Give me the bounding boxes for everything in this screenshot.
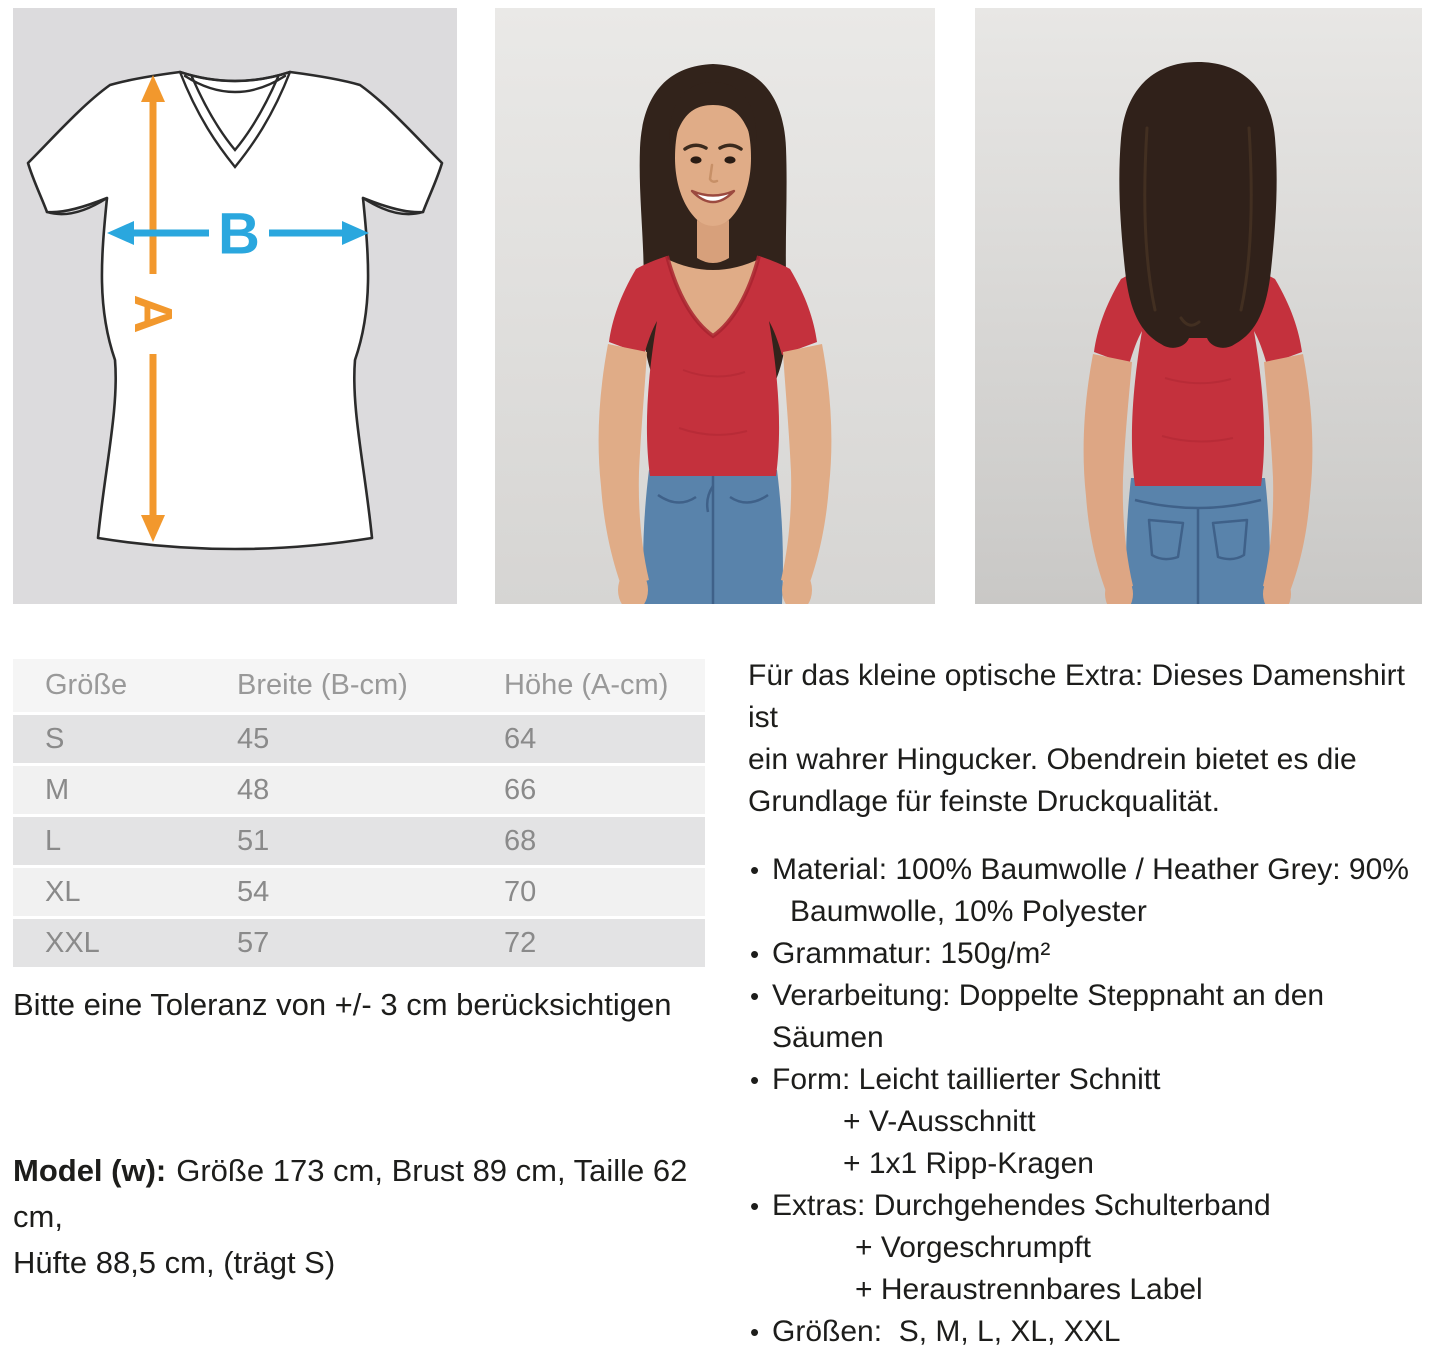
- measure-label-a: A: [123, 294, 183, 334]
- model-info: [13, 1148, 723, 1286]
- cell-size: XL: [45, 876, 81, 908]
- size-row-s: [13, 715, 705, 763]
- col-header-breite: Breite (B-cm): [237, 669, 408, 701]
- model-back-illustration: [975, 8, 1422, 604]
- cell-breite: 45: [237, 723, 270, 755]
- model-back-photo: [975, 8, 1422, 604]
- feature-text: Grammatur: 150g/m²: [772, 937, 1051, 970]
- model-info-line1: [13, 1148, 723, 1240]
- size-row-l: [13, 817, 705, 865]
- model-info-line2: Hüfte 88,5 cm, (trägt S): [13, 1245, 336, 1280]
- bullet-icon: •: [750, 1191, 760, 1221]
- feature-text: Material: 100% Baumwolle / Heather Grey: 90%: [772, 853, 1409, 886]
- feature-subitem: + V-Ausschnitt: [843, 1105, 1036, 1138]
- intro-line: Grundlage für feinste Druckqualität.: [748, 785, 1220, 818]
- cell-size: S: [45, 723, 65, 755]
- intro-line: ein wahrer Hingucker. Obendrein bietet es die: [748, 743, 1357, 776]
- cell-size: XXL: [45, 927, 100, 959]
- bullet-icon: •: [750, 855, 760, 885]
- size-table-header-row: [13, 659, 705, 712]
- tshirt-measurement-diagram: [13, 8, 457, 604]
- cell-hoehe: 66: [504, 774, 537, 806]
- cell-breite: 57: [237, 927, 270, 959]
- tolerance-note: Bitte eine Toleranz von +/- 3 cm berücksichtigen: [13, 987, 672, 1022]
- model-front-illustration: [495, 8, 935, 604]
- hair-back: [1119, 62, 1276, 348]
- cell-size: M: [45, 774, 70, 806]
- col-header-groesse: Größe: [45, 669, 128, 701]
- col-header-hoehe: Höhe (A-cm): [504, 669, 669, 701]
- feature-list: [748, 849, 1435, 1353]
- model-info-measurements: Größe 173 cm, Brust 89 cm, Taille 62 cm,: [13, 1153, 688, 1234]
- feature-text: Extras: Durchgehendes Schulterband: [772, 1189, 1271, 1222]
- feature-form: [748, 1059, 1435, 1185]
- size-row-xxl: [13, 919, 705, 967]
- jeans-back: [1126, 478, 1270, 604]
- bullet-icon: •: [750, 981, 760, 1011]
- cell-size: L: [45, 825, 62, 857]
- bullet-icon: •: [750, 939, 760, 969]
- feature-subitem: + 1x1 Ripp-Kragen: [843, 1147, 1094, 1180]
- cell-hoehe: 70: [504, 876, 537, 908]
- feature-text: Verarbeitung: Doppelte Steppnaht an den Säumen: [772, 979, 1333, 1054]
- jeans-front: [643, 470, 783, 604]
- feature-extras: [748, 1185, 1435, 1311]
- cell-hoehe: 72: [504, 927, 537, 959]
- size-row-m: [13, 766, 705, 814]
- size-row-xl: [13, 868, 705, 916]
- size-diagram-panel: [13, 8, 457, 604]
- intro-line: Für das kleine optische Extra: Dieses Damenshirt ist: [748, 659, 1414, 734]
- feature-text-wrap: Baumwolle, 10% Polyester: [790, 895, 1147, 928]
- model-front-photo: [495, 8, 935, 604]
- feature-grammatur: [748, 933, 1435, 975]
- description-intro: [748, 655, 1435, 823]
- feature-text: Form: Leicht taillierter Schnitt: [772, 1063, 1161, 1096]
- feature-subitem: + Vorgeschrumpft: [855, 1231, 1091, 1264]
- bullet-icon: •: [750, 1065, 760, 1095]
- feature-material: [748, 849, 1435, 933]
- size-table: [13, 659, 705, 970]
- bullet-icon: •: [750, 1317, 760, 1347]
- cell-hoehe: 68: [504, 825, 537, 857]
- cell-breite: 54: [237, 876, 270, 908]
- feature-text: Größen: S, M, L, XL, XXL: [772, 1315, 1121, 1348]
- tshirt-outline: [28, 72, 442, 549]
- cell-breite: 51: [237, 825, 270, 857]
- cell-breite: 48: [237, 774, 270, 806]
- feature-verarbeitung: [748, 975, 1435, 1059]
- model-info-label: Model (w):: [13, 1153, 167, 1188]
- product-description: [748, 655, 1435, 1353]
- cell-hoehe: 64: [504, 723, 537, 755]
- feature-groessen: [748, 1311, 1435, 1353]
- feature-subitem: + Heraustrennbares Label: [855, 1273, 1203, 1306]
- measure-label-b: B: [218, 201, 260, 267]
